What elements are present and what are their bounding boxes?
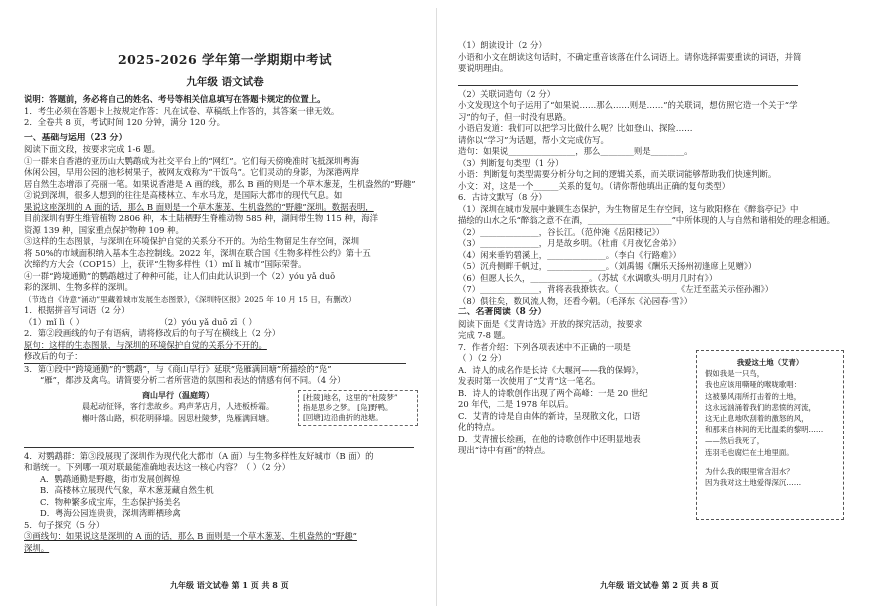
exam-title: 2025-2026 学年第一学期期中考试 xyxy=(117,52,333,67)
instruction-line: 1．考生必须在答题卡上按规定作答：凡在试卷、草稿纸上作答的，其答案一律无效。 xyxy=(24,105,340,116)
passage-line: 果说这座深圳的 A 面的话，那么 B 面则是一个草木葱茏、生机盎然的“野趣”深圳。数据表明， xyxy=(24,201,374,212)
option: 发表时第一次使用了“艾青”这一笔名。 xyxy=(458,376,601,386)
q6-1-cont: 描绘的山水之乐“醉翁之意不在酒，____________________”中所体现的人与自然和谐相处的理念相通。 xyxy=(458,215,836,225)
option: C．物种繁多成宝库，生态保护扬美名 xyxy=(40,496,181,507)
q5-3-text: 小语：判断复句类型需要分析分句之间的逻辑关系，而关联词能够帮助我们快速判断。 xyxy=(458,169,777,179)
poem-box-line xyxy=(705,458,835,466)
poem-line: 晨起动征铎，客行悲故乡。鸡声茅店月，人迹板桥霜。 xyxy=(82,402,274,411)
poem-box-title: 我爱这土地（艾青） xyxy=(736,358,804,367)
poem-box-line: 我也应该用嘶哑的喉咙歌唱： xyxy=(705,380,802,390)
q6-item: （6）但愿人长久，______________。（苏轼《水调歌头·明月几时有》） xyxy=(458,272,718,283)
section-intro: 阅读下面文段，按要求完成 1-6 题。 xyxy=(24,144,161,154)
page-2 xyxy=(440,0,870,615)
q5-3-text: 小文：对，这是一个______关系的复句。（请你帮他填出正确的复句类型） xyxy=(458,180,731,191)
q5-3-header: （3）判断复句类型（1 分） xyxy=(458,157,564,168)
q5-sentence: ③画线句：如果说这是深圳的 A 面的话，那么 B 面则是一个草木葱茏、生机盎然的“野趣” xyxy=(24,531,357,541)
q5-2-header: （2）关联词造句（2 分） xyxy=(458,88,556,99)
q6-item: （8）俱往矣，数风流人物，还看今朝。（毛泽东《沁园春·雪》） xyxy=(458,295,693,306)
passage-line: 资源 139 种，国家重点保护物种 109 种。 xyxy=(24,224,184,235)
q5-2-text: 请你以“学习”为话题，帮小文完成仿写。 xyxy=(458,134,609,145)
option: B．诗人的诗歌创作出现了两个高峰：一是 20 世纪 xyxy=(458,387,648,398)
q6-item: （5）沉舟侧畔千帆过，______________。（刘禹锡《酬乐天扬州初逢席上见赠》） xyxy=(458,261,757,271)
q2-original: 原句：这样的生态图景，与深圳的环境保护自觉的关系分不开的。 xyxy=(24,339,267,350)
instruction-line: 说明：答题前，务必将自己的姓名、考号等相关信息填写在答题卡规定的位置上。 xyxy=(24,94,326,104)
section-header: 一、基础与运用（23 分） xyxy=(24,132,128,143)
q6-item: （7）______________，背将表我撩铁衣。（______________《左迁至蓝关示侄孙湘》） xyxy=(458,284,774,294)
question-6: 6．古诗文默写（8 分） xyxy=(458,192,547,202)
instruction-line: 2．全卷共 8 页，考试时间 120 分钟，满分 120 分。 xyxy=(24,117,225,127)
passage-source: （节选自《诗意“涌动”里藏着城市发展生态图景》，《深圳特区报》2025 年 10 月 15 日，有删改） xyxy=(24,294,356,304)
poem-block xyxy=(64,390,426,436)
option: C．艾青的诗是自由体的新诗，呈现散文化，口语 xyxy=(458,410,641,421)
q5-2-text: 小文发现这个句子运用了“如果说……那么……则是……”的关联词，想仿照它造一个关于“学 xyxy=(458,100,798,110)
question-4: 4．对鹦鹉群：第③段展现了深圳作为现代化大都市（A 面）与生物多样性友好城市（B 面）的 xyxy=(24,450,374,461)
page-footer: 九年级 语文试卷 第 2 页 共 8 页 xyxy=(600,580,719,590)
answer-line xyxy=(458,75,798,86)
passage-line: 居自然生态增添了亮丽一笔。如果说香港是 A 画的线，那么 B 画的则是一个草木葱茏，生机盎然的“野趣” xyxy=(24,178,416,189)
section-header: 二、名著阅读（8 分） xyxy=(458,307,547,317)
poem-box-line: 这永远汹涌着我们的悲愤的河流， xyxy=(705,402,816,412)
section-intro: 阅读下面是《艾青诗选》开放的探究活动，按要求 xyxy=(458,318,643,329)
question-1: 1．根据拼音写词语（2 分） xyxy=(24,305,130,315)
poem-box-line: 这被暴风雨所打击着的土地， xyxy=(705,391,802,401)
q1-item: （2）yóu yǎ duō zī（ ） xyxy=(159,316,257,327)
question-7-cont: （ ）（2 分） xyxy=(458,353,507,363)
passage-line: 彩的深圳、生物多样的深圳。 xyxy=(24,282,133,292)
option: 现出“诗中有画”的特点。 xyxy=(458,445,551,455)
poem-box-line: 假如我是一只鸟， xyxy=(705,369,765,379)
passage-line: ③这样的生态图景，与深圳在环境保护自觉的关系分不开的。为给生物留足生存空间，深圳 xyxy=(24,236,359,246)
poem-box-line: 这无止息地吹刮着的激怒的风， xyxy=(705,414,809,424)
passage-line: 目前深圳有野生维管植物 2806 种，本土陆栖野生脊椎动物 585 种，湖间带生物 115 种，海洋 xyxy=(24,213,379,223)
poem-box-line: 连羽毛也腐烂在土地里面。 xyxy=(705,447,794,457)
q5-2-fill: 造句：如果说________________，那么________则是________。 xyxy=(458,146,693,156)
q5-1-header: （1）朗读设计（2 分） xyxy=(458,40,547,50)
option: 20 年代，二是 1978 年以后。 xyxy=(458,399,574,409)
q6-1: （1）深圳在城市发展中兼顾生态保护，为生物留足生存空间，这与欧阳修在《醉翁亭记》中 xyxy=(458,203,799,214)
section-intro: 完成 7-8 题。 xyxy=(458,330,511,340)
answer-line xyxy=(24,439,414,448)
poem-line: 槲叶落山路，枳花明驿墙。因思杜陵梦，凫雁满回塘。 xyxy=(82,413,274,423)
q5-sentence-cont: 深圳。 xyxy=(24,542,50,553)
passage-line: ②说到深圳，很多人想到的往往是高楼林立、车水马龙，是国际大都市的现代气息。如 xyxy=(24,190,343,200)
option: A．鹦鹉通勤是野趣，街市发展创辉煌 xyxy=(40,473,181,484)
passage-line: ④一群“跨境通勤”的鹦鹉越过了种种可能，让人们由此认识到一个（2）yóu yǎ duō xyxy=(24,270,336,281)
option: D．艾青擅长绘画，在他的诗歌创作中还明显地表 xyxy=(458,433,641,444)
poem-title: 商山早行（温庭筠） xyxy=(142,390,214,400)
option: A．诗人的成名作是长诗《大堰河——我的保姆》， xyxy=(458,364,645,375)
question-3: 3．第①段中“跨境通勤”的“鹦鹉”，与《商山早行》延联“凫雁满回塘”所描绘的“凫” xyxy=(24,363,332,374)
q5-1-text: 小语和小文在朗读这句话时，不确定重音该落在什么词语上。请你选择需要重读的词语，并简 xyxy=(458,51,802,62)
poem-box xyxy=(696,350,844,520)
q5-2-text: 习”的句子，但一时没有思路。 xyxy=(458,111,572,122)
q5-1-text: 要说明理由。 xyxy=(458,63,509,73)
option: B．高楼林立展现代气象，草木葱茏藏自然生机 xyxy=(40,485,214,495)
poem-box-line: 为什么我的眼里常含泪水？ xyxy=(705,466,794,476)
note-line: [杜陵]地名，这里的“杜陵梦” xyxy=(303,392,398,402)
option: D．粤海公园连贵贵，深圳湾畔栖珍禽 xyxy=(40,508,181,518)
q6-item: （4）闲来垂钓碧溪上，______________。（李白《行路难》） xyxy=(458,249,682,260)
q6-item: （2）______________，谷长江。（范仲淹《岳阳楼记》） xyxy=(458,226,665,237)
poem-box-line: 和那来自林间的无比温柔的黎明…… xyxy=(705,425,824,435)
note-line: [回塘]边沿曲折的池塘。 xyxy=(303,412,383,422)
q5-2-text: 小语启发道：我们可以把学习比做什么呢？比如登山、探险…… xyxy=(458,123,693,133)
passage-line: 将 50%的市域面积纳入基本生态控制线。2022 年，深圳在联合国《生物多样性公约》第十五 xyxy=(24,247,371,258)
q6-item: （3）______________，月是故乡明。（杜甫《月夜忆舍弟》） xyxy=(458,238,682,248)
question-3-cont: “雁”，都涉及禽鸟。请简要分析二者所营造的氛围和表达的情感有何不同。（4 分） xyxy=(40,375,346,385)
section-2-column xyxy=(458,307,696,457)
poem-box-line: 因为我对这土地爱得深沉…… xyxy=(705,478,802,488)
poem-notes xyxy=(298,390,418,426)
question-5: 5．句子探究（5 分） xyxy=(24,519,105,530)
question-7: 7．作者介绍：下列各项表述中不正确的一项是 xyxy=(458,341,631,352)
question-2: 2．第②段画线的句子有语病，请将修改后的句子写在横线上（2 分） xyxy=(24,328,281,338)
q1-item: （1）mǐ lì（ ） xyxy=(24,316,85,327)
passage-line: 次缔约方大会（COP15）上，获评“生物多样性（1）mǐ lì 城市”国际荣誉。 xyxy=(24,259,307,269)
poem-box-line: ——然后我死了， xyxy=(705,436,765,446)
note-line: 指是思乡之梦。 [凫]野鸭。 xyxy=(303,402,393,412)
passage-line: 休闲公园，早用公园的池杉树果子，被网友戏称为“干饭鸟”。它们灵动的身影，为深港两岸 xyxy=(24,167,360,177)
exam-subtitle: 九年级 语文试卷 xyxy=(186,76,264,88)
page-footer: 九年级 语文试卷 第 1 页 共 8 页 xyxy=(170,580,289,590)
q2-answer-line: 修改后的句子： xyxy=(24,351,406,364)
option: 化的特点。 xyxy=(458,422,500,432)
poem-main xyxy=(64,390,292,425)
q1-items xyxy=(24,317,426,329)
passage-line: ①一群来自香港的亚历山大鹦鹉成为社交平台上的“网红”。它们每天傍晚准时飞抵深圳粤海 xyxy=(24,155,360,166)
question-4-cont: 和谐统一。下列哪一项对联最能准确地表达这一核心内容？（ ）（2 分） xyxy=(24,462,291,472)
